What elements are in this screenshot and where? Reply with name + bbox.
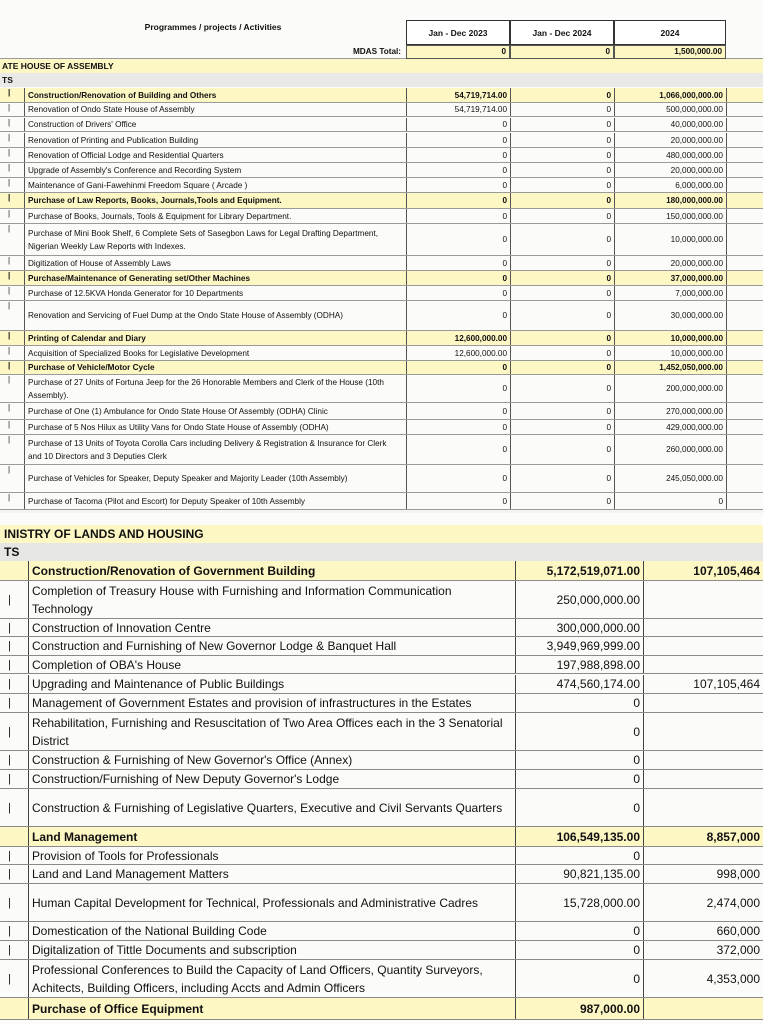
- row-value-secondary: [643, 713, 763, 750]
- row-edge: [726, 271, 727, 285]
- table-row: [0, 163, 763, 178]
- row-value-budget: 1,452,050,000.00: [614, 361, 726, 374]
- row-edge: [726, 256, 727, 270]
- row-description: Construction & Furnishing of Legislative Quarters, Executive and Civil Servants Quarters: [28, 789, 515, 826]
- row-description: Purchase/Maintenance of Generating set/Other Machines: [24, 271, 404, 285]
- programmes-header: Programmes / projects / Activities: [144, 22, 282, 32]
- row-edge: [726, 361, 727, 374]
- row-description: Construction/Furnishing of New Deputy Governor's Lodge: [28, 770, 515, 788]
- row-marker: |: [8, 658, 11, 671]
- table-row: [0, 178, 763, 193]
- row-value-secondary: [643, 998, 763, 1019]
- row-marker: |: [8, 593, 11, 606]
- table-row: [0, 637, 763, 656]
- row-description: Purchase of 12.5KVA Honda Generator for 10 Departments: [24, 286, 404, 300]
- row-value-budget: 6,000,000.00: [614, 178, 726, 192]
- row-value-budget: 480,000,000.00: [614, 148, 726, 162]
- row-edge: [726, 420, 727, 434]
- row-value-primary: 197,988,898.00: [515, 656, 643, 673]
- row-marker: |: [8, 331, 11, 340]
- table-row: [0, 375, 763, 403]
- row-value-primary: 3,949,969,999.00: [515, 637, 643, 655]
- row-value-secondary: 8,857,000: [643, 827, 763, 846]
- table-row: [0, 256, 763, 271]
- mdas-total-2023: 0: [406, 45, 510, 59]
- row-value-secondary: [643, 770, 763, 788]
- row-description: Purchase of Vehicle/Motor Cycle: [24, 361, 404, 374]
- row-value-2024: 0: [510, 209, 614, 223]
- row-value-2024: 0: [510, 420, 614, 434]
- row-edge: [726, 133, 727, 147]
- table-row: [0, 301, 763, 331]
- row-description: Purchase of One (1) Ambulance for Ondo State House Of Assembly (ODHA) Clinic: [24, 403, 404, 419]
- row-value-2023: 0: [406, 301, 510, 330]
- row-edge: [726, 493, 727, 509]
- row-marker: |: [8, 178, 11, 187]
- row-value-primary: 0: [515, 694, 643, 712]
- row-marker: [0, 561, 12, 580]
- table-row: [0, 209, 763, 224]
- row-value-primary: 300,000,000.00: [515, 619, 643, 636]
- row-description: Human Capital Development for Technical, Professionals and Administrative Cadres: [28, 884, 515, 921]
- table-row: [0, 271, 763, 286]
- table-row: [0, 581, 763, 619]
- row-marker: |: [8, 925, 11, 937]
- table-row: [0, 118, 763, 132]
- row-edge: [726, 178, 727, 192]
- row-marker: |: [8, 133, 11, 142]
- row-marker: |: [8, 148, 11, 157]
- table-row: [0, 361, 763, 375]
- row-value-2023: 0: [406, 420, 510, 434]
- row-description: Purchase of 27 Units of Fortuna Jeep for the 26 Honorable Members and Clerk of the House (10th Assembly).: [24, 375, 404, 402]
- header-spacer: [0, 0, 763, 20]
- row-description: Provision of Tools for Professionals: [28, 847, 515, 864]
- row-description: Renovation of Printing and Publication Building: [24, 133, 404, 147]
- row-value-budget: 20,000,000.00: [614, 256, 726, 270]
- table-row: [0, 789, 763, 827]
- ministry-lands-table: [0, 513, 763, 1024]
- row-value-primary: 474,560,174.00: [515, 675, 643, 693]
- row-value-budget: 270,000,000.00: [614, 403, 726, 419]
- row-value-2023: 0: [406, 361, 510, 374]
- row-value-2024: 0: [510, 286, 614, 300]
- col-header-2023: Jan - Dec 2023: [406, 20, 510, 45]
- row-edge: [726, 286, 727, 300]
- row-marker: |: [8, 493, 11, 502]
- row-description: Completion of Treasury House with Furnishing and Information Communication Technology: [28, 581, 515, 618]
- row-marker: |: [8, 103, 11, 112]
- table-row: [0, 998, 763, 1020]
- row-marker: |: [8, 896, 11, 909]
- row-marker: |: [8, 868, 11, 880]
- row-value-secondary: [643, 637, 763, 655]
- row-marker: |: [8, 678, 11, 690]
- row-description: Digitization of House of Assembly Laws: [24, 256, 404, 270]
- row-value-2023: 0: [406, 133, 510, 147]
- row-value-primary: 5,172,519,071.00: [515, 561, 643, 580]
- row-edge: [726, 209, 727, 223]
- section-subtitle: TS: [0, 543, 763, 561]
- row-value-secondary: [643, 694, 763, 712]
- row-value-primary: 0: [515, 922, 643, 940]
- row-marker: |: [8, 361, 11, 370]
- row-description: Management of Government Estates and provision of infrastructures in the Estates: [28, 694, 515, 712]
- row-marker: |: [8, 849, 11, 862]
- row-value-budget: 40,000,000.00: [614, 118, 726, 131]
- row-value-secondary: 107,105,464: [643, 675, 763, 693]
- section-title: INISTRY OF LANDS AND HOUSING: [0, 525, 763, 543]
- row-description: Land Management: [28, 827, 515, 846]
- row-value-budget: 10,000,000.00: [614, 331, 726, 345]
- row-value-budget: 245,050,000.00: [614, 465, 726, 492]
- table-row: [0, 561, 763, 581]
- table-row: [0, 103, 763, 117]
- mdas-total-row: [0, 45, 763, 59]
- row-value-2024: 0: [510, 178, 614, 192]
- row-marker: |: [8, 640, 11, 652]
- row-value-2023: 0: [406, 163, 510, 177]
- row-marker: |: [8, 301, 11, 310]
- row-value-2023: 0: [406, 178, 510, 192]
- mdas-total-label: MDAS Total:: [352, 47, 401, 56]
- row-description: Purchase of Books, Journals, Tools & Equipment for Library Department.: [24, 209, 404, 223]
- table-row: [0, 435, 763, 465]
- row-value-budget: 260,000,000.00: [614, 435, 726, 464]
- row-value-2023: 0: [406, 271, 510, 285]
- row-value-2023: 0: [406, 403, 510, 419]
- row-description: Renovation of Official Lodge and Residential Quarters: [24, 148, 404, 162]
- row-description: Purchase of 13 Units of Toyota Corolla Cars including Delivery & Registration & Insurance for Clerk and 10 Directors and 3 Deputies Clerk: [24, 435, 404, 464]
- row-value-2023: 54,719,714.00: [406, 88, 510, 102]
- table-row: [0, 827, 763, 847]
- row-description: Purchase of Tacoma (Pilot and Escort) for Deputy Speaker of 10th Assembly: [24, 493, 404, 509]
- row-value-2024: 0: [510, 301, 614, 330]
- row-marker: |: [8, 801, 11, 814]
- row-value-2024: 0: [510, 346, 614, 360]
- row-value-secondary: 2,474,000: [643, 884, 763, 921]
- row-value-secondary: 107,105,464: [643, 561, 763, 580]
- table-row: [0, 193, 763, 209]
- row-value-2023: 0: [406, 286, 510, 300]
- table-row: [0, 751, 763, 770]
- row-marker: |: [8, 256, 11, 265]
- row-description: Printing of Calendar and Diary: [24, 331, 404, 345]
- row-value-2024: 0: [510, 256, 614, 270]
- row-description: Renovation and Servicing of Fuel Dump at the Ondo State House of Assembly (ODHA): [24, 301, 404, 330]
- row-value-2024: 0: [510, 224, 614, 255]
- row-marker: |: [8, 271, 11, 280]
- table-row: [0, 694, 763, 713]
- row-edge: [726, 88, 727, 102]
- row-marker: |: [8, 435, 11, 444]
- row-value-budget: 20,000,000.00: [614, 163, 726, 177]
- row-value-secondary: [643, 847, 763, 864]
- col-header-2024: Jan - Dec 2024: [510, 20, 614, 45]
- row-marker: [0, 827, 12, 846]
- row-marker: |: [8, 286, 11, 295]
- row-description: Purchase of 5 Nos Hilux as Utility Vans for Ondo State House of Assembly (ODHA): [24, 420, 404, 434]
- row-description: Purchase of Office Equipment: [28, 998, 515, 1019]
- row-description: Purchase of Vehicles for Speaker, Deputy Speaker and Majority Leader (10th Assembly): [24, 465, 404, 492]
- row-description: Upgrade of Assembly's Conference and Recording System: [24, 163, 404, 177]
- row-edge: [726, 375, 727, 402]
- row-value-primary: 987,000.00: [515, 998, 643, 1019]
- row-value-primary: 106,549,135.00: [515, 827, 643, 846]
- row-value-secondary: 998,000: [643, 865, 763, 883]
- row-value-budget: 500,000,000.00: [614, 103, 726, 116]
- row-description: Upgrading and Maintenance of Public Buildings: [28, 675, 515, 693]
- row-edge: [726, 301, 727, 330]
- row-value-budget: 180,000,000.00: [614, 193, 726, 208]
- row-description: Digitalization of Tittle Documents and subscription: [28, 941, 515, 959]
- row-edge: [726, 163, 727, 177]
- row-description: Construction and Furnishing of New Governor Lodge & Banquet Hall: [28, 637, 515, 655]
- table-row: [0, 403, 763, 420]
- row-value-primary: 15,728,000.00: [515, 884, 643, 921]
- table-row: [0, 675, 763, 694]
- table-row: [0, 420, 763, 435]
- row-description: Rehabilitation, Furnishing and Resuscitation of Two Area Offices each in the 3 Senatorial District: [28, 713, 515, 750]
- row-value-secondary: 4,353,000: [643, 960, 763, 997]
- row-value-2023: 12,600,000.00: [406, 346, 510, 360]
- row-value-2023: 54,719,714.00: [406, 103, 510, 116]
- row-value-budget: 0: [614, 493, 726, 509]
- row-description: Professional Conferences to Build the Capacity of Land Officers, Quantity Surveyors, Achitects, Building Officers, including Accts and Admin Officers: [28, 960, 515, 997]
- table-row: [0, 148, 763, 163]
- row-value-2024: 0: [510, 118, 614, 131]
- row-description: Purchase of Mini Book Shelf, 6 Complete Sets of Sasegbon Laws for Legal Drafting Department, Nigerian Weekly Law Reports with Indexes.: [24, 224, 404, 255]
- row-marker: |: [8, 697, 11, 709]
- table-row: [0, 346, 763, 361]
- table-row: [0, 922, 763, 941]
- row-marker: |: [8, 224, 11, 233]
- row-marker: |: [8, 944, 11, 956]
- table-row: [0, 224, 763, 256]
- row-value-2023: 0: [406, 256, 510, 270]
- row-marker: |: [8, 420, 11, 429]
- row-value-primary: 0: [515, 713, 643, 750]
- row-value-secondary: [643, 751, 763, 769]
- row-marker: |: [8, 621, 11, 634]
- row-value-budget: 7,000,000.00: [614, 286, 726, 300]
- row-description: Maintenance of Gani-Fawehinmi Freedom Square ( Arcade ): [24, 178, 404, 192]
- row-marker: |: [8, 88, 11, 97]
- row-value-budget: 10,000,000.00: [614, 346, 726, 360]
- row-marker: |: [8, 118, 11, 127]
- row-value-budget: 200,000,000.00: [614, 375, 726, 402]
- table-row: [0, 286, 763, 301]
- row-value-primary: 0: [515, 770, 643, 788]
- row-value-secondary: [643, 581, 763, 618]
- row-value-primary: 0: [515, 847, 643, 864]
- row-description: Domestication of the National Building Code: [28, 922, 515, 940]
- row-value-budget: 20,000,000.00: [614, 133, 726, 147]
- row-value-2023: 0: [406, 193, 510, 208]
- row-description: Construction of Innovation Centre: [28, 619, 515, 636]
- row-value-2024: 0: [510, 103, 614, 116]
- table-row: [0, 865, 763, 884]
- table-row: [0, 465, 763, 493]
- row-value-2024: 0: [510, 271, 614, 285]
- row-marker: |: [8, 773, 11, 785]
- row-value-2024: 0: [510, 331, 614, 345]
- row-description: Construction of Drivers' Office: [24, 118, 404, 131]
- row-marker: |: [8, 403, 11, 412]
- row-description: Renovation of Ondo State House of Assembly: [24, 103, 404, 116]
- row-edge: [726, 103, 727, 116]
- row-value-2023: 12,600,000.00: [406, 331, 510, 345]
- row-value-2024: 0: [510, 193, 614, 208]
- row-value-2023: 0: [406, 375, 510, 402]
- row-marker: |: [8, 163, 11, 172]
- table-row: [0, 941, 763, 960]
- row-marker: |: [8, 754, 11, 766]
- row-description: Construction/Renovation of Government Building: [28, 561, 515, 580]
- row-marker: |: [8, 193, 11, 202]
- row-value-budget: 10,000,000.00: [614, 224, 726, 255]
- table-row: [0, 847, 763, 865]
- row-value-2023: 0: [406, 209, 510, 223]
- row-edge: [726, 465, 727, 492]
- row-value-2024: 0: [510, 88, 614, 102]
- row-marker: |: [8, 972, 11, 985]
- row-value-primary: 250,000,000.00: [515, 581, 643, 618]
- table-row: [0, 619, 763, 637]
- row-edge: [726, 118, 727, 131]
- row-marker: [0, 998, 12, 1019]
- table-row: [0, 493, 763, 510]
- row-value-2023: 0: [406, 465, 510, 492]
- col-header-2024-budget: 2024: [614, 20, 726, 45]
- row-marker: |: [8, 375, 11, 384]
- table-row: [0, 656, 763, 674]
- mdas-total-budget: 1,500,000.00: [614, 45, 726, 59]
- row-value-2023: 0: [406, 493, 510, 509]
- table-row: [0, 88, 763, 103]
- row-marker: |: [8, 465, 11, 474]
- row-edge: [726, 346, 727, 360]
- row-marker: |: [8, 346, 11, 355]
- row-value-budget: 429,000,000.00: [614, 420, 726, 434]
- row-description: Land and Land Management Matters: [28, 865, 515, 883]
- row-value-secondary: [643, 619, 763, 636]
- row-marker: |: [8, 725, 11, 738]
- row-value-2024: 0: [510, 148, 614, 162]
- row-value-primary: 0: [515, 751, 643, 769]
- table-row: [0, 713, 763, 751]
- row-value-primary: 90,821,135.00: [515, 865, 643, 883]
- row-description: Completion of OBA's House: [28, 656, 515, 673]
- section-subtitle: TS: [0, 73, 763, 87]
- row-edge: [726, 435, 727, 464]
- table-row: [0, 960, 763, 998]
- row-value-2024: 0: [510, 435, 614, 464]
- row-value-budget: 150,000,000.00: [614, 209, 726, 223]
- row-value-secondary: 660,000: [643, 922, 763, 940]
- row-edge: [726, 403, 727, 419]
- section-title: ATE HOUSE OF ASSEMBLY: [0, 59, 763, 73]
- table-row: [0, 884, 763, 922]
- row-edge: [726, 331, 727, 345]
- house-of-assembly-table: [0, 0, 763, 510]
- row-value-budget: 1,066,000,000.00: [614, 88, 726, 102]
- row-value-2024: 0: [510, 375, 614, 402]
- row-value-2023: 0: [406, 435, 510, 464]
- row-value-2023: 0: [406, 148, 510, 162]
- row-edge: [726, 148, 727, 162]
- row-value-2024: 0: [510, 493, 614, 509]
- row-description: Construction & Furnishing of New Governor's Office (Annex): [28, 751, 515, 769]
- row-value-primary: 0: [515, 789, 643, 826]
- row-edge: [726, 193, 727, 208]
- table-row: [0, 331, 763, 346]
- table-row: [0, 770, 763, 789]
- table-row: [0, 133, 763, 148]
- row-value-2023: 0: [406, 224, 510, 255]
- row-value-secondary: [643, 789, 763, 826]
- row-description: Acquisition of Specialized Books for Legislative Development: [24, 346, 404, 360]
- row-value-budget: 37,000,000.00: [614, 271, 726, 285]
- row-marker: |: [8, 209, 11, 218]
- row-value-2023: 0: [406, 118, 510, 131]
- row-value-2024: 0: [510, 403, 614, 419]
- row-value-2024: 0: [510, 163, 614, 177]
- row-value-budget: 30,000,000.00: [614, 301, 726, 330]
- row-description: Purchase of Law Reports, Books, Journals,Tools and Equipment.: [24, 193, 404, 208]
- row-description: Construction/Renovation of Building and Others: [24, 88, 404, 102]
- row-value-primary: 0: [515, 960, 643, 997]
- row-value-primary: 0: [515, 941, 643, 959]
- row-value-secondary: [643, 656, 763, 673]
- row-value-2024: 0: [510, 361, 614, 374]
- row-value-2024: 0: [510, 465, 614, 492]
- mdas-total-2024: 0: [510, 45, 614, 59]
- row-value-2024: 0: [510, 133, 614, 147]
- row-edge: [726, 224, 727, 255]
- row-value-secondary: 372,000: [643, 941, 763, 959]
